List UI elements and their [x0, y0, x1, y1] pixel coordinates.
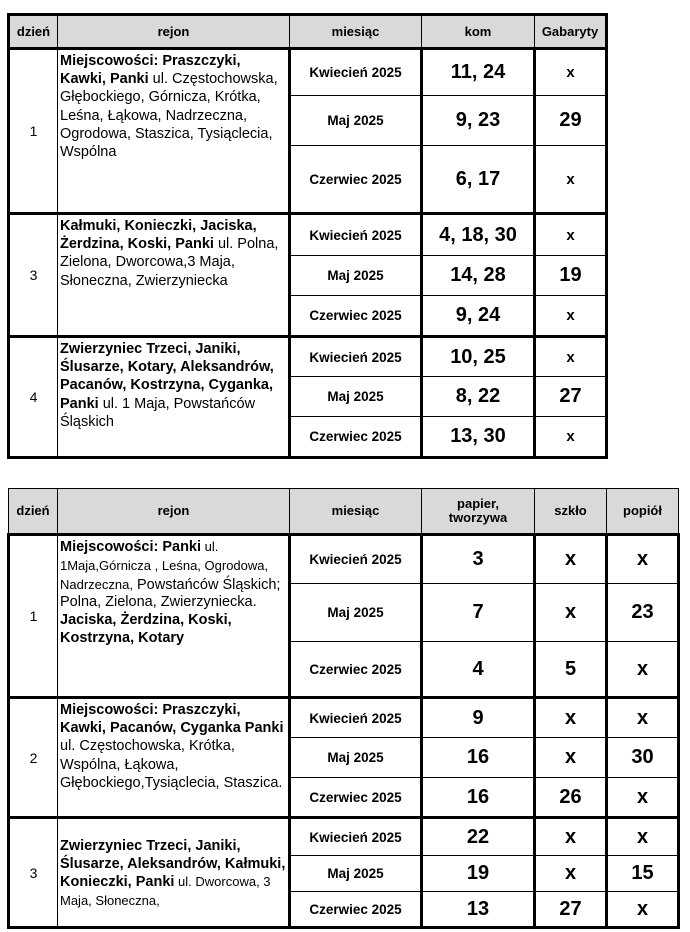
ash-cell: x — [607, 778, 679, 818]
kom-cell: 11, 24 — [422, 49, 535, 96]
paper-cell: 22 — [422, 818, 535, 856]
month-cell: Maj 2025 — [290, 256, 422, 296]
table-header-row — [9, 15, 607, 49]
month-cell: Czerwiec 2025 — [290, 296, 422, 337]
ash-cell: x — [607, 642, 679, 698]
table-row — [9, 49, 607, 96]
paper-cell: 13 — [422, 892, 535, 928]
glass-cell: x — [535, 856, 607, 892]
month-cell: Czerwiec 2025 — [290, 146, 422, 214]
ash-cell: x — [607, 818, 679, 856]
gabaryty-cell: x — [535, 296, 607, 337]
ash-cell: x — [607, 535, 679, 584]
month-cell: Maj 2025 — [290, 856, 422, 892]
month-cell: Kwiecień 2025 — [290, 535, 422, 584]
header-gabaryty: Gabaryty — [535, 15, 607, 49]
kom-cell: 9, 23 — [422, 96, 535, 146]
region-streets: ul. 1Maja,Górnicza , Leśna, Ogrodowa, Nadrzeczna, — [60, 539, 269, 592]
region-streets: ul. Częstochowska, Krótka, Wspólna, Łąkowa, Głębockiego,Tysiąclecia, Staszica. — [60, 738, 283, 791]
region-places: Miejscowości: Praszczyki, Kawki, Panki — [60, 53, 241, 88]
kom-cell: 8, 22 — [422, 377, 535, 417]
gabaryty-cell: x — [535, 146, 607, 214]
day-cell: 1 — [9, 49, 58, 214]
region-places: Miejscowości: Praszczyki, Kawki, Pacanów, Cyganka Panki — [60, 702, 284, 737]
day-cell: 3 — [9, 818, 58, 928]
table-row — [9, 214, 607, 256]
gabaryty-cell: x — [535, 49, 607, 96]
header-day: dzień — [9, 489, 58, 535]
region-cell — [58, 49, 290, 214]
paper-cell: 3 — [422, 535, 535, 584]
month-cell: Maj 2025 — [290, 584, 422, 642]
header-day: dzień — [9, 15, 58, 49]
header-month: miesiąc — [290, 489, 422, 535]
month-cell: Kwiecień 2025 — [290, 698, 422, 738]
table-row — [9, 337, 607, 377]
day-cell: 2 — [9, 698, 58, 818]
table-row — [9, 698, 679, 738]
kom-cell: 14, 28 — [422, 256, 535, 296]
region-streets: ul. 1 Maja, Powstańców Śląskich — [60, 395, 256, 430]
region-streets: ul. Częstochowska, Głębockiego, Górnicza, Krótka, Leśna, Łąkowa, Nadrzeczna, Ogrodowa, Staszica, Tysiąclecia, Wspólna — [60, 71, 278, 161]
gabaryty-cell: 19 — [535, 256, 607, 296]
glass-cell: 26 — [535, 778, 607, 818]
region-streets-extra: Powstańców Śląskich; Polna, Zielona, Zwierzyniecka. — [60, 576, 281, 611]
kom-cell: 4, 18, 30 — [422, 214, 535, 256]
region-places: Miejscowości: Panki — [60, 539, 202, 555]
paper-cell: 16 — [422, 778, 535, 818]
kom-cell: 13, 30 — [422, 417, 535, 458]
month-cell: Czerwiec 2025 — [290, 642, 422, 698]
region-cell — [58, 698, 290, 818]
month-cell: Maj 2025 — [290, 96, 422, 146]
region-places: Kałmuki, Konieczki, Jaciska, Żerdzina, Koski, Panki — [60, 218, 257, 253]
ash-cell: x — [607, 698, 679, 738]
month-cell: Czerwiec 2025 — [290, 892, 422, 928]
header-paper-plastic: papier, tworzywa — [422, 489, 535, 535]
paper-cell: 7 — [422, 584, 535, 642]
kom-cell: 9, 24 — [422, 296, 535, 337]
ash-cell: 23 — [607, 584, 679, 642]
kom-cell: 10, 25 — [422, 337, 535, 377]
table-row — [9, 818, 679, 856]
gabaryty-cell: x — [535, 214, 607, 256]
header-glass: szkło — [535, 489, 607, 535]
month-cell: Maj 2025 — [290, 377, 422, 417]
region-places: Zwierzyniec Trzeci, Janiki, Ślusarze, Kotary, Aleksandrów, Pacanów, Kostrzyna, Cyganka, Panki — [60, 341, 274, 412]
region-cell — [58, 337, 290, 458]
paper-cell: 19 — [422, 856, 535, 892]
header-month: miesiąc — [290, 15, 422, 49]
paper-cell: 16 — [422, 738, 535, 778]
glass-cell: x — [535, 698, 607, 738]
ash-cell: 15 — [607, 856, 679, 892]
region-cell — [58, 214, 290, 337]
glass-cell: 27 — [535, 892, 607, 928]
table-row — [9, 535, 679, 584]
glass-cell: 5 — [535, 642, 607, 698]
region-cell — [58, 818, 290, 928]
kom-cell: 6, 17 — [422, 146, 535, 214]
month-cell: Czerwiec 2025 — [290, 417, 422, 458]
header-kom: kom — [422, 15, 535, 49]
glass-cell: x — [535, 535, 607, 584]
region-places: Zwierzyniec Trzeci, Janiki, Ślusarze, Aleksandrów, Kałmuki, Konieczki, Panki — [60, 838, 286, 891]
month-cell: Maj 2025 — [290, 738, 422, 778]
gabaryty-cell: 27 — [535, 377, 607, 417]
ash-cell: x — [607, 892, 679, 928]
month-cell: Kwiecień 2025 — [290, 337, 422, 377]
day-cell: 4 — [9, 337, 58, 458]
region-cell — [58, 535, 290, 698]
day-cell: 1 — [9, 535, 58, 698]
header-region: rejon — [58, 15, 290, 49]
month-cell: Kwiecień 2025 — [290, 818, 422, 856]
header-region: rejon — [58, 489, 290, 535]
gabaryty-cell: x — [535, 417, 607, 458]
month-cell: Kwiecień 2025 — [290, 49, 422, 96]
waste-schedule-table-1 — [7, 13, 608, 459]
gabaryty-cell: x — [535, 337, 607, 377]
day-cell: 3 — [9, 214, 58, 337]
table-header-row — [9, 489, 679, 535]
month-cell: Kwiecień 2025 — [290, 214, 422, 256]
paper-cell: 9 — [422, 698, 535, 738]
region-streets: ul. Polna, Zielona, Dworcowa,3 Maja, Słoneczna, Zwierzyniecka — [60, 236, 279, 289]
month-cell: Czerwiec 2025 — [290, 778, 422, 818]
waste-schedule-table-2 — [7, 488, 680, 929]
ash-cell: 30 — [607, 738, 679, 778]
region-streets: ul. Dworcowa, 3 Maja, Słoneczna, — [60, 874, 271, 908]
glass-cell: x — [535, 818, 607, 856]
region-places-extra: Jaciska, Żerdzina, Koski, Kostrzyna, Kotary — [60, 612, 232, 646]
gabaryty-cell: 29 — [535, 96, 607, 146]
glass-cell: x — [535, 584, 607, 642]
paper-cell: 4 — [422, 642, 535, 698]
glass-cell: x — [535, 738, 607, 778]
header-ash: popiół — [607, 489, 679, 535]
